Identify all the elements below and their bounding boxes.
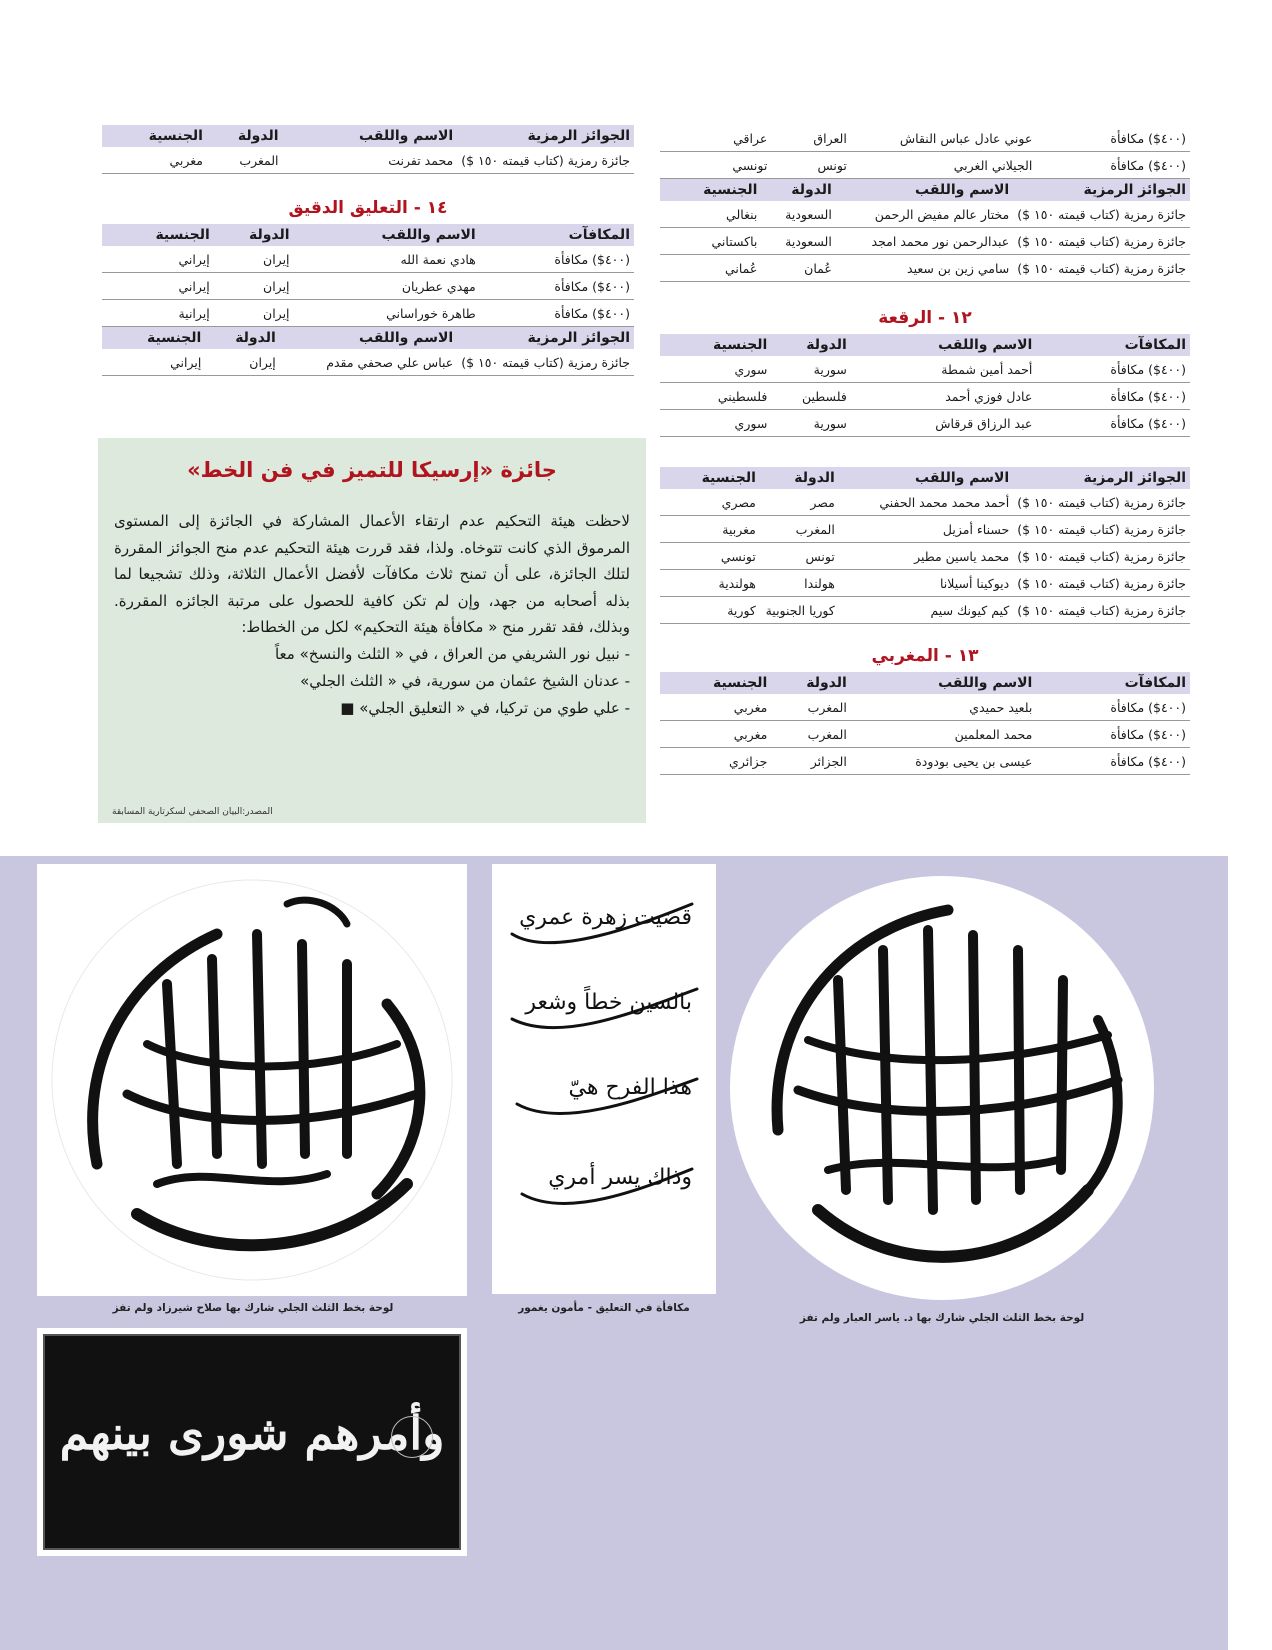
cell-prize: (٤٠٠$) مكافأة [1036, 383, 1190, 410]
cell-country: المغرب [760, 516, 839, 543]
cell-nationality: عُماني [660, 255, 761, 282]
cell-prize: جائزة رمزية (كتاب قيمته ١٥٠ $) [1013, 516, 1190, 543]
header-nationality: الجنسية [102, 224, 214, 246]
table-continued-rewards [660, 125, 1190, 179]
cell-name: الجيلاني الغربي [851, 152, 1037, 179]
header-award: الجوائز الرمزية [1013, 179, 1190, 201]
header-country: الدولة [760, 467, 839, 489]
table-row [660, 489, 1190, 516]
cell-prize: جائزة رمزية (كتاب قيمته ١٥٠ $) [457, 349, 634, 376]
header-name: الاسم واللقب [294, 224, 480, 246]
banner-calligraphy-text: وأمرهم شورى بينهم [59, 1406, 445, 1460]
cell-nationality: سوري [660, 410, 771, 437]
list-item: - علي طوي من تركيا، في « التعليق الجلي» ■ [340, 698, 630, 717]
table-taliq-symbolic [102, 327, 634, 376]
cell-country: إيران [214, 273, 294, 300]
cell-country: المغرب [771, 721, 851, 748]
cell-country: هولندا [760, 570, 839, 597]
poem-line: قضيت زهرة عمري [519, 905, 692, 930]
cell-prize: (٤٠٠$) مكافأة [1036, 721, 1190, 748]
cell-name: ديوكينا أسيلانا [839, 570, 1013, 597]
cell-prize: (٤٠٠$) مكافأة [480, 246, 634, 273]
header-award: الجوائز الرمزية [457, 327, 634, 349]
cell-nationality: عراقي [660, 125, 771, 152]
header-rewards: المكافآت [1036, 672, 1190, 694]
header-nationality: الجنسية [102, 125, 207, 147]
poem-line: وذاك يسر أمري [548, 1165, 692, 1190]
cell-country: العراق [771, 125, 851, 152]
cell-name: بلعيد حميدي [851, 694, 1037, 721]
table-header-row [660, 334, 1190, 356]
cell-nationality: إيرانية [102, 300, 214, 327]
table-continued-symbolic [660, 179, 1190, 282]
section-title-ruqaa: ١٢ - الرقعة [878, 308, 972, 328]
header-country: الدولة [205, 327, 279, 349]
table-previous-symbolic [102, 125, 634, 174]
cell-name: أحمد أمين شمطة [851, 356, 1037, 383]
table-row [102, 349, 634, 376]
cell-nationality: مغربية [660, 516, 760, 543]
header-nationality: الجنسية [660, 179, 761, 201]
header-award: الجوائز الرمزية [1013, 467, 1190, 489]
header-country: الدولة [207, 125, 283, 147]
cell-country: تونس [760, 543, 839, 570]
cell-country: سورية [771, 410, 851, 437]
table-header-row [660, 467, 1190, 489]
cell-nationality: بنغالي [660, 201, 761, 228]
cell-country: إيران [214, 246, 294, 273]
table-row [660, 255, 1190, 282]
header-nationality: الجنسية [660, 672, 771, 694]
cell-prize: (٤٠٠$) مكافأة [1036, 125, 1190, 152]
table-header-row [102, 327, 634, 349]
cell-prize: (٤٠٠$) مكافأة [1036, 410, 1190, 437]
cell-nationality: تونسي [660, 543, 760, 570]
cell-country: إيران [214, 300, 294, 327]
cell-prize: جائزة رمزية (كتاب قيمته ١٥٠ $) [1013, 489, 1190, 516]
table-taliq-rewards [102, 224, 634, 327]
cell-name: عبدالرحمن نور محمد امجد [836, 228, 1013, 255]
cell-name: عوني عادل عباس النقاش [851, 125, 1037, 152]
section-title-maghribi: ١٣ - المغربي [871, 646, 979, 666]
cell-nationality: إيراني [102, 349, 205, 376]
note-title: جائزة «إرسيكا للتميز في فن الخط» [187, 458, 557, 482]
right-column [660, 125, 1190, 775]
table-row [660, 125, 1190, 152]
header-rewards: المكافآت [480, 224, 634, 246]
cell-prize: (٤٠٠$) مكافأة [1036, 694, 1190, 721]
note-paragraph: لاحظت هيئة التحكيم عدم ارتقاء الأعمال المشاركة في الجائزة إلى المستوى المرموق الذي كانت تتوخاه. ولذا، فقد قررت هيئة التحكيم عدم منح الجوائز المقررة لتلك الجائزة، على أن تمنح ثلاث مكافآت لأفضل الأعمال الثلاثة، وذلك تشجيعا لما بذله أصحابه من جهد، وإن لم تكن كافية للحصول على مرتبة الجائزه المقررة. وبذلك، فقد تقرر منح « مكافأة هيئة التحكيم» لكل من الخطاط: [114, 512, 630, 636]
header-rewards: المكافآت [1036, 334, 1190, 356]
note-source: المصدر:البيان الصحفي لسكرتارية المسابقة [112, 807, 273, 817]
table-row [660, 152, 1190, 179]
cell-prize: جائزة رمزية (كتاب قيمته ١٥٠ $) [457, 147, 634, 174]
cell-nationality: مغربي [102, 147, 207, 174]
table-ruqaa-symbolic [660, 467, 1190, 624]
table-row [660, 597, 1190, 624]
list-item: - عدنان الشيخ عثمان من سورية، في « الثلث الجلي» [300, 671, 630, 690]
cell-prize: (٤٠٠$) مكافأة [480, 273, 634, 300]
header-name: الاسم واللقب [280, 327, 457, 349]
cell-name: سامي زين بن سعيد [836, 255, 1013, 282]
cell-country: فلسطين [771, 383, 851, 410]
cell-prize: (٤٠٠$) مكافأة [1036, 748, 1190, 775]
cell-nationality: كورية [660, 597, 760, 624]
header-award: الجوائز الرمزية [457, 125, 634, 147]
cell-prize: جائزة رمزية (كتاب قيمته ١٥٠ $) [1013, 255, 1190, 282]
cell-nationality: مغربي [660, 694, 771, 721]
table-header-row [660, 179, 1190, 201]
table-row [660, 543, 1190, 570]
table-row [660, 356, 1190, 383]
header-nationality: الجنسية [102, 327, 205, 349]
artwork-panel-shirzad [37, 864, 467, 1296]
artwork-panel-taliq [492, 864, 716, 1294]
header-country: الدولة [771, 334, 851, 356]
cell-prize: جائزة رمزية (كتاب قيمته ١٥٠ $) [1013, 201, 1190, 228]
left-column [102, 125, 634, 376]
table-row [102, 273, 634, 300]
table-header-row [102, 125, 634, 147]
header-name: الاسم واللقب [851, 672, 1037, 694]
cell-country: سورية [771, 356, 851, 383]
cell-country: تونس [771, 152, 851, 179]
header-name: الاسم واللقب [283, 125, 458, 147]
cell-country: كوريا الجنوبية [760, 597, 839, 624]
calligraphy-gallery [0, 856, 1228, 1650]
section-title-taliq: ١٤ - التعليق الدقيق [288, 198, 448, 218]
cell-prize: جائزة رمزية (كتاب قيمته ١٥٠ $) [1013, 543, 1190, 570]
table-row [660, 748, 1190, 775]
cell-name: مختار عالم مفيض الرحمن [836, 201, 1013, 228]
cell-nationality: مغربي [660, 721, 771, 748]
poem-line: هذا الفرح هيّ [568, 1075, 692, 1100]
table-row [660, 516, 1190, 543]
table-row [660, 201, 1190, 228]
table-row [660, 694, 1190, 721]
cell-country: المغرب [207, 147, 283, 174]
banner-frame [37, 1328, 467, 1556]
header-country: الدولة [214, 224, 294, 246]
header-name: الاسم واللقب [836, 179, 1013, 201]
cell-name: محمد المعلمين [851, 721, 1037, 748]
cell-name: محمد ياسين مطير [839, 543, 1013, 570]
cell-country: عُمان [761, 255, 835, 282]
cell-prize: (٤٠٠$) مكافأة [1036, 356, 1190, 383]
caption-left-artwork: لوحة بخط الثلث الجلي شارك بها صلاح شيرزاد ولم تفز [112, 1302, 394, 1314]
cell-name: عيسى بن يحيى بودودة [851, 748, 1037, 775]
cell-nationality: إيراني [102, 246, 214, 273]
table-header-row [660, 672, 1190, 694]
header-nationality: الجنسية [660, 467, 760, 489]
cell-prize: (٤٠٠$) مكافأة [480, 300, 634, 327]
cell-name: طاهرة خوراساني [294, 300, 480, 327]
cell-country: إيران [205, 349, 279, 376]
cell-name: عباس علي صحفي مقدم [280, 349, 457, 376]
calligraphy-roundel-left [37, 864, 467, 1296]
cell-name: أحمد محمد محمد الحفني [839, 489, 1013, 516]
cell-prize: (٤٠٠$) مكافأة [1036, 152, 1190, 179]
cell-name: محمد تفرنت [283, 147, 458, 174]
cell-prize: جائزة رمزية (كتاب قيمته ١٥٠ $) [1013, 597, 1190, 624]
taliq-poem-artwork [492, 864, 716, 1294]
cell-country: المغرب [771, 694, 851, 721]
table-row [660, 410, 1190, 437]
cell-nationality: سوري [660, 356, 771, 383]
note-winners-list [114, 641, 630, 722]
ircica-note-box [98, 438, 646, 823]
caption-right-artwork: لوحة بخط الثلث الجلي شارك بها د. ياسر العبار ولم تفز [799, 1312, 1085, 1324]
header-name: الاسم واللقب [851, 334, 1037, 356]
cell-prize: جائزة رمزية (كتاب قيمته ١٥٠ $) [1013, 570, 1190, 597]
cell-nationality: فلسطيني [660, 383, 771, 410]
cell-name: كيم كيونك سيم [839, 597, 1013, 624]
cell-nationality: تونسي [660, 152, 771, 179]
table-row [660, 228, 1190, 255]
cell-country: السعودية [761, 228, 835, 255]
table-row [660, 721, 1190, 748]
table-row [660, 383, 1190, 410]
header-country: الدولة [771, 672, 851, 694]
table-row [660, 570, 1190, 597]
table-row [102, 147, 634, 174]
cell-nationality: مصري [660, 489, 760, 516]
cell-name: مهدي عطريان [294, 273, 480, 300]
header-name: الاسم واللقب [839, 467, 1013, 489]
poem-line: بالسين خطاً وشعر [525, 990, 692, 1015]
table-row [102, 300, 634, 327]
header-country: الدولة [761, 179, 835, 201]
cell-nationality: باكستاني [660, 228, 761, 255]
cell-prize: جائزة رمزية (كتاب قيمته ١٥٠ $) [1013, 228, 1190, 255]
table-row [102, 246, 634, 273]
cell-name: هادي نعمة الله [294, 246, 480, 273]
signature-seal-icon [391, 1416, 433, 1458]
banner-artwork [43, 1334, 461, 1550]
cell-name: حسناء أمزيل [839, 516, 1013, 543]
cell-nationality: إيراني [102, 273, 214, 300]
cell-nationality: هولندية [660, 570, 760, 597]
cell-nationality: جزائري [660, 748, 771, 775]
header-nationality: الجنسية [660, 334, 771, 356]
caption-middle-artwork: مكافأة في التعليق - مأمون يغمور [518, 1302, 690, 1314]
calligraphy-roundel-right [728, 870, 1156, 1306]
table-header-row [102, 224, 634, 246]
table-maghribi-rewards [660, 672, 1190, 775]
cell-country: السعودية [761, 201, 835, 228]
table-ruqaa-rewards [660, 334, 1190, 437]
cell-country: مصر [760, 489, 839, 516]
cell-name: عبد الرزاق قرقاش [851, 410, 1037, 437]
cell-name: عادل فوزي أحمد [851, 383, 1037, 410]
note-body [114, 508, 630, 722]
cell-country: الجزائر [771, 748, 851, 775]
list-item: - نبيل نور الشريفي من العراق ، في « الثلث والنسخ» معاً [274, 644, 630, 663]
